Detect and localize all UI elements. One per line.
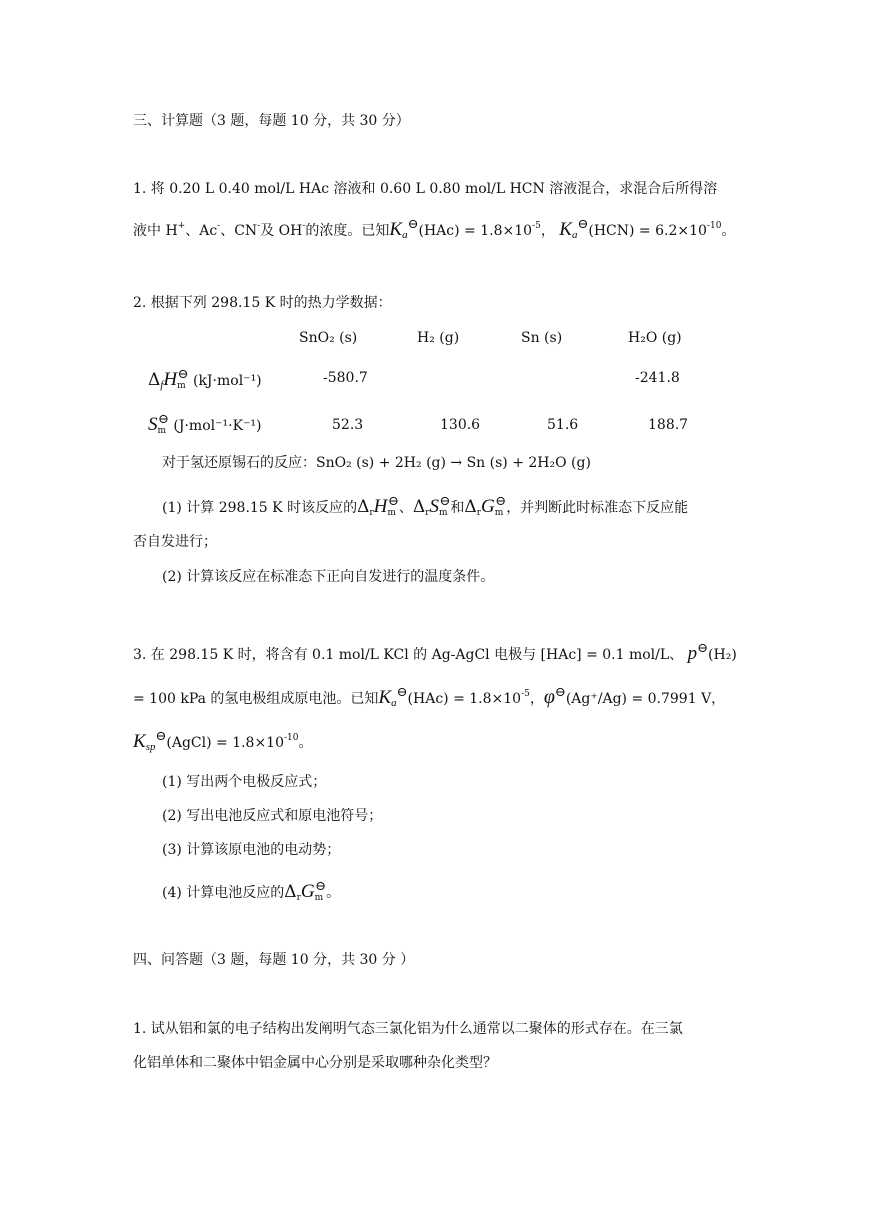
q3-line3-end: 。 [298,735,313,751]
plus-sign: + [177,221,186,231]
q3-ksp-value: (AgCl) = 1.8×10 [166,735,285,751]
section-heading-qa: 四、问答题（3 题，每题 10 分，共 30 分 ） [133,952,415,968]
section-heading-calc: 三、计算题（3 题，每题 10 分，共 30 分） [133,113,410,129]
col-header-h2o: H₂O (g) [628,330,682,346]
q1-text-b: 、Ac [185,223,218,239]
enthalpy-unit: (kJ·mol⁻¹) [192,373,262,389]
q2-sub1-cont: 否自发进行； [133,534,217,550]
minus-sign: - [257,221,261,231]
q3-line1-p: (H₂) [708,647,737,663]
q3-line2-a: = 100 kPa 的氢电极组成原电池。已知 [133,691,379,707]
q3-sub4-end: 。 [326,885,341,901]
q1-text-d: 及 OH [260,223,303,239]
q2-sub1-b: 、 [398,500,413,516]
entropy-h2o: 188.7 [648,417,689,433]
q1-text-e: 的浓度。已知 [305,223,390,239]
ka-symbol: K [389,219,403,240]
col-header-sno2: SnO₂ (s) [299,330,358,346]
ka2-value: (HCN) = 6.2×10 [588,223,707,239]
minus-sign: - [217,221,221,231]
q3-sub3: (3) 计算该原电池的电动势； [162,842,341,858]
q1-line2: 液中 H+、Ac-、CN-及 OH-的浓度。已知$K_a⊖(HAc) = 1.8\times 10^{-5}$， $K_a⊖(HCN) = 6.2\times 10^{-10}$。 [133,217,736,241]
ka1-exponent: -5 [532,221,541,231]
q1-line1: 1. 将 0.20 L 0.40 mol/L HAc 溶液和 0.60 L 0.80 mol/L HCN 溶液混合，求混合后所得溶 [133,181,718,197]
q3-ksp-exponent: -10 [284,733,299,743]
q3-line2-c: ， [529,691,544,707]
q3-sub4-text: (4) 计算电池反应的 [162,885,285,901]
ka2-exponent: -10 [706,221,722,231]
q3-line3: $K_{sp}⊖(AgCl) = 1.8\times 10^{-10}$。 [133,729,313,753]
q2-sub1-d: ，并判断此时标准态下反应能 [506,500,689,516]
ka-subscript: a [571,229,578,241]
standard-state-icon: ⊖ [577,217,589,232]
row-label-enthalpy: $\Delta_fH_m⊖$ (kJ·mol⁻¹) [148,367,262,391]
q3-line1-text: 3. 在 298.15 K 时，将含有 0.1 mol/L KCl 的 Ag-AgCl 电极与 [HAc] = 0.1 mol/L、 [133,647,684,663]
q2-sub1-a: (1) 计算 298.15 K 时该反应的 [162,500,358,516]
sec4-q1-line2: 化铝单体和二聚体中铝金属中心分别是采取哪种杂化类型？ [133,1055,497,1071]
enthalpy-sno2: -580.7 [323,370,368,386]
sec4-q1-line1: 1. 试从铝和氯的电子结构出发阐明气态三氯化铝为什么通常以二聚体的形式存在。在三氯 [133,1021,683,1037]
entropy-unit: (J·mol⁻¹·K⁻¹) [173,418,262,434]
q2-sub1-c: 和 [450,500,465,516]
col-header-h2: H₂ (g) [417,330,460,346]
q3-line2-b: (HAc) = 1.8×10 [407,691,522,707]
standard-state-icon: ⊖ [407,217,419,232]
q3-sub2: (2) 写出电池反应式和原电池符号； [162,808,383,824]
q1-end: 。 [721,223,736,239]
minus-sign: - [302,221,306,231]
q3-sub4: (4) 计算电池反应的$\Delta_rG_m⊖$。 [162,879,341,903]
ka-symbol: K [559,219,572,240]
q2-sub2: (2) 计算该反应在标准态下正向自发进行的温度条件。 [162,569,495,585]
q3-line2: = 100 kPa 的氢电极组成原电池。已知$K_a⊖(HAc) = 1.8\times 10^{-5}$，φ⊖(Ag⁺/Ag) = 0.7991 V， [133,685,726,709]
q1-text-c: 、CN [220,223,258,239]
q2-reaction: 对于氢还原锡石的反应：SnO₂ (s) + 2H₂ (g) → Sn (s) + 2H₂O (g) [162,455,591,471]
q3-ka-exponent: -5 [521,689,530,699]
ka-subscript: a [402,229,408,241]
ka1-value: (HAc) = 1.8×10 [418,223,533,239]
q2-intro: 2. 根据下列 298.15 K 时的热力学数据： [133,295,392,311]
entropy-h2: 130.6 [440,417,481,433]
col-header-sn: Sn (s) [521,330,563,346]
q2-sub1: (1) 计算 298.15 K 时该反应的$\Delta_rH_m⊖$、$\Delta_rS_m⊖$和$\Delta_rG_m⊖$，并判断此时标准态下反应能 [162,494,689,518]
row-label-entropy: $S_m⊖$ (J·mol⁻¹·K⁻¹) [148,412,262,436]
entropy-sn: 51.6 [547,417,579,433]
enthalpy-h2o: -241.8 [635,370,680,386]
q3-sub1: (1) 写出两个电极反应式； [162,774,327,790]
q3-line2-d: (Ag⁺/Ag) = 0.7991 V， [565,691,726,707]
entropy-sno2: 52.3 [332,417,364,433]
q3-line1: 3. 在 298.15 K 时，将含有 0.1 mol/L KCl 的 Ag-AgCl 电极与 [HAc] = 0.1 mol/L、 p⊖(H₂) [133,641,737,664]
q1-text-a: 液中 H [133,223,178,239]
